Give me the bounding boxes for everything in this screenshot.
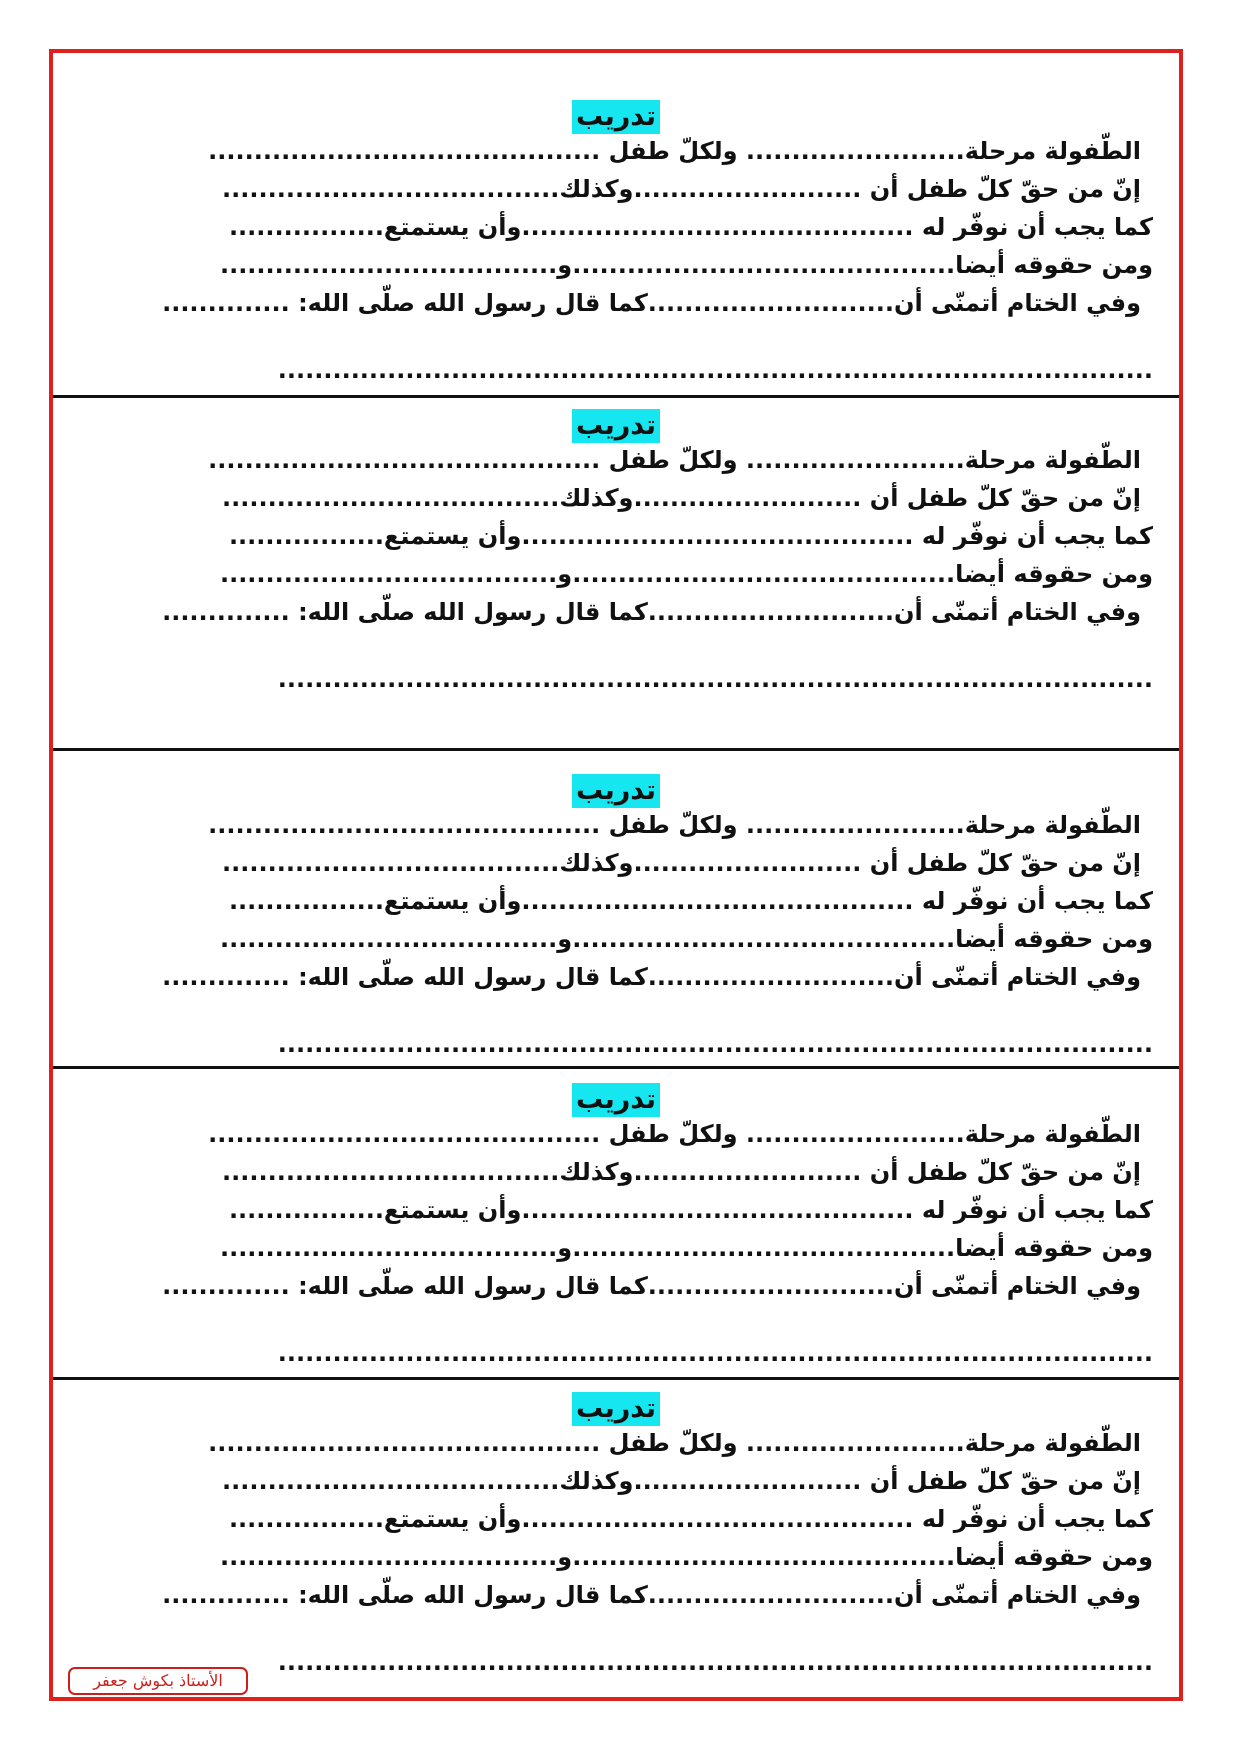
line-childhood: الطّفولة مرحلة........................ ولكلّ طفل ........................................... (208, 446, 1141, 474)
line-child-rights: إنّ من حقّ كلّ طفل أن .........................وكذلك..................................... (222, 175, 1141, 203)
section-divider (53, 748, 1179, 751)
exercise-title: تدريب (53, 774, 1179, 808)
line-hadith-blank: ................................................................................................ (277, 1339, 1153, 1367)
line-childhood: الطّفولة مرحلة........................ ولكلّ طفل ........................................... (208, 1429, 1141, 1457)
line-conclusion: وفي الختام أتمنّى أن...........................كما قال رسول الله صلّى الله: .............. (162, 1272, 1141, 1300)
line-child-rights: إنّ من حقّ كلّ طفل أن .........................وكذلك..................................... (222, 1467, 1141, 1495)
exercise-title: تدريب (53, 1392, 1179, 1426)
line-must-provide: كما يجب أن نوفّر له ...........................................وأن يستمتع................. (228, 1196, 1153, 1224)
exercise-title: تدريب (53, 1083, 1179, 1117)
line-childhood: الطّفولة مرحلة........................ ولكلّ طفل ........................................... (208, 811, 1141, 839)
section-divider (53, 1066, 1179, 1069)
section-divider (53, 395, 1179, 398)
line-also-rights: ومن حقوقه أيضا..........................................و..................................... (219, 251, 1153, 279)
line-also-rights: ومن حقوقه أيضا..........................................و..................................... (219, 1234, 1153, 1262)
line-child-rights: إنّ من حقّ كلّ طفل أن .........................وكذلك..................................... (222, 484, 1141, 512)
exercise-title: تدريب (53, 100, 1179, 134)
section-divider (53, 1377, 1179, 1380)
line-child-rights: إنّ من حقّ كلّ طفل أن .........................وكذلك..................................... (222, 1158, 1141, 1186)
author-stamp: الأستاذ بكوش جعفر (68, 1667, 248, 1695)
line-childhood: الطّفولة مرحلة........................ ولكلّ طفل ........................................... (208, 137, 1141, 165)
line-must-provide: كما يجب أن نوفّر له ...........................................وأن يستمتع................. (228, 522, 1153, 550)
line-hadith-blank: ................................................................................................ (277, 665, 1153, 693)
line-also-rights: ومن حقوقه أيضا..........................................و..................................... (219, 925, 1153, 953)
line-must-provide: كما يجب أن نوفّر له ...........................................وأن يستمتع................. (228, 887, 1153, 915)
line-hadith-blank: ................................................................................................ (277, 356, 1153, 384)
line-childhood: الطّفولة مرحلة........................ ولكلّ طفل ........................................... (208, 1120, 1141, 1148)
line-also-rights: ومن حقوقه أيضا..........................................و..................................... (219, 1543, 1153, 1571)
line-must-provide: كما يجب أن نوفّر له ...........................................وأن يستمتع................. (228, 213, 1153, 241)
line-also-rights: ومن حقوقه أيضا..........................................و..................................... (219, 560, 1153, 588)
line-must-provide: كما يجب أن نوفّر له ...........................................وأن يستمتع................. (228, 1505, 1153, 1533)
line-conclusion: وفي الختام أتمنّى أن...........................كما قال رسول الله صلّى الله: .............. (162, 1581, 1141, 1609)
exercise-title: تدريب (53, 409, 1179, 443)
line-conclusion: وفي الختام أتمنّى أن...........................كما قال رسول الله صلّى الله: .............. (162, 289, 1141, 317)
line-child-rights: إنّ من حقّ كلّ طفل أن .........................وكذلك..................................... (222, 849, 1141, 877)
line-conclusion: وفي الختام أتمنّى أن...........................كما قال رسول الله صلّى الله: .............. (162, 963, 1141, 991)
line-hadith-blank: ................................................................................................ (277, 1030, 1153, 1058)
line-hadith-blank: ................................................................................................ (277, 1648, 1153, 1676)
line-conclusion: وفي الختام أتمنّى أن...........................كما قال رسول الله صلّى الله: .............. (162, 598, 1141, 626)
